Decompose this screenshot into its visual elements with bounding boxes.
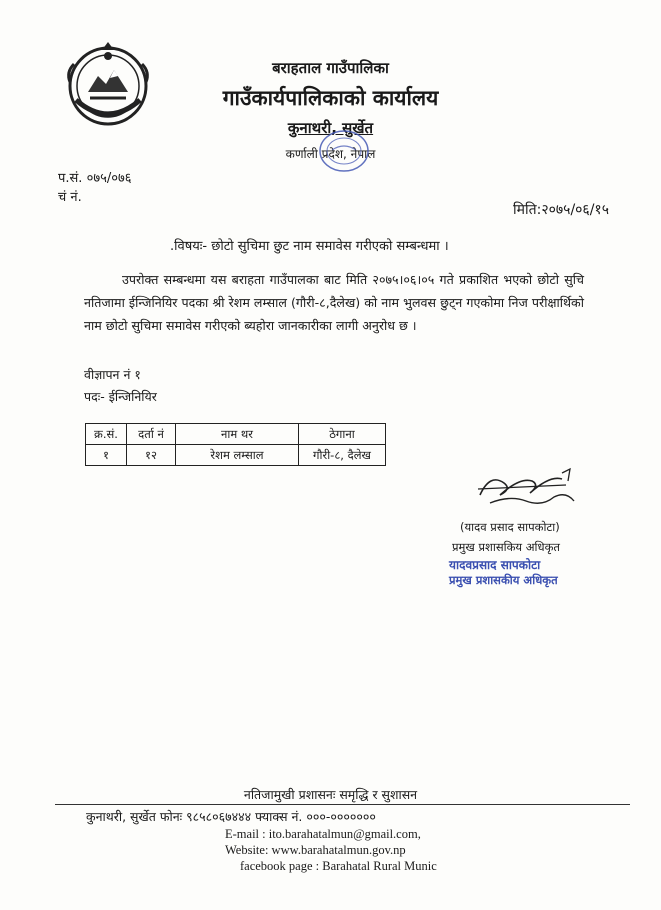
footer-email: E-mail : ito.barahatalmun@gmail.com, <box>225 827 421 841</box>
column-header-address: ठेगाना <box>299 424 386 445</box>
office-name: गाउँकार्यपालिकाको कार्यालय <box>222 86 439 110</box>
reference-number: प.सं. ०७५/०७६ <box>58 171 132 186</box>
province-name: कर्णाली प्रदेश, नेपाल <box>285 147 376 161</box>
footer-website: Website: www.barahatalmun.gov.np <box>225 843 406 857</box>
municipality-name: बराहताल गाउँपालिका <box>272 59 389 77</box>
letter-body: उपरोक्त सम्बन्धमा यस बराहता गाउँपालका बाट मिति २०७५।०६।०५ गते प्रकाशित भएको छोटो सुचि नतिजामा ईन्जिनियिर पदका श्री रेशम लम्साल (गौरी-८,दैलेख) को नाम भुलवस छुट्न गएकोमा निज परीक्षार्थिको नाम छोटो सुचिमा समावेस गरीएको ब्यहोरा जानकारीका लागी अनुरोध छ । <box>84 272 584 333</box>
table-row <box>86 445 386 466</box>
footer-divider <box>55 804 630 805</box>
footer-facebook: facebook page : Barahatal Rural Munic <box>240 859 437 873</box>
footer-contact: कुनाथरी, सुर्खेत फोनः ९८५८०६७४४४ फ्याक्स नं. ०००-००००००० <box>86 809 376 824</box>
column-header-reg-no: दर्ता नं <box>127 424 176 445</box>
column-header-name: नाम थर <box>176 424 299 445</box>
stamp-signatory-name: यादवप्रसाद सापकोटा <box>449 558 541 572</box>
column-header-serial: क्र.सं. <box>86 424 127 445</box>
handwritten-signature <box>470 465 590 510</box>
office-seal-stamp <box>318 128 370 174</box>
signatory-role: प्रमुख प्रशासकिय अधिकृत <box>452 540 560 554</box>
footer-motto: नतिजामुखी प्रशासनः समृद्धि र सुशासन <box>243 787 418 802</box>
signatory-name: (यादव प्रसाद सापकोटा) <box>460 520 560 534</box>
letter-subject: .विषयः- छोटो सुचिमा छुट नाम समावेस गरीएको सम्बन्धमा । <box>170 239 449 254</box>
letter-date: मिति:२०७५/०६/१५ <box>513 202 609 218</box>
dispatch-number: चं नं. <box>58 190 82 205</box>
office-location: कुनाथरी, सुर्खेत <box>287 119 374 137</box>
table-header-row <box>86 424 386 445</box>
stamp-signatory-role: प्रमुख प्रशासकीय अधिकृत <box>449 573 558 587</box>
cell-address: गौरी-८, दैलेख <box>299 445 386 466</box>
cell-reg-no: १२ <box>127 445 176 466</box>
candidate-table <box>85 423 386 466</box>
cell-name: रेशम लम्साल <box>176 445 299 466</box>
cell-serial: १ <box>86 445 127 466</box>
post-name: पदः- ईन्जिनियिर <box>84 389 157 404</box>
notice-number: वीज्ञापन नं १ <box>84 367 141 382</box>
